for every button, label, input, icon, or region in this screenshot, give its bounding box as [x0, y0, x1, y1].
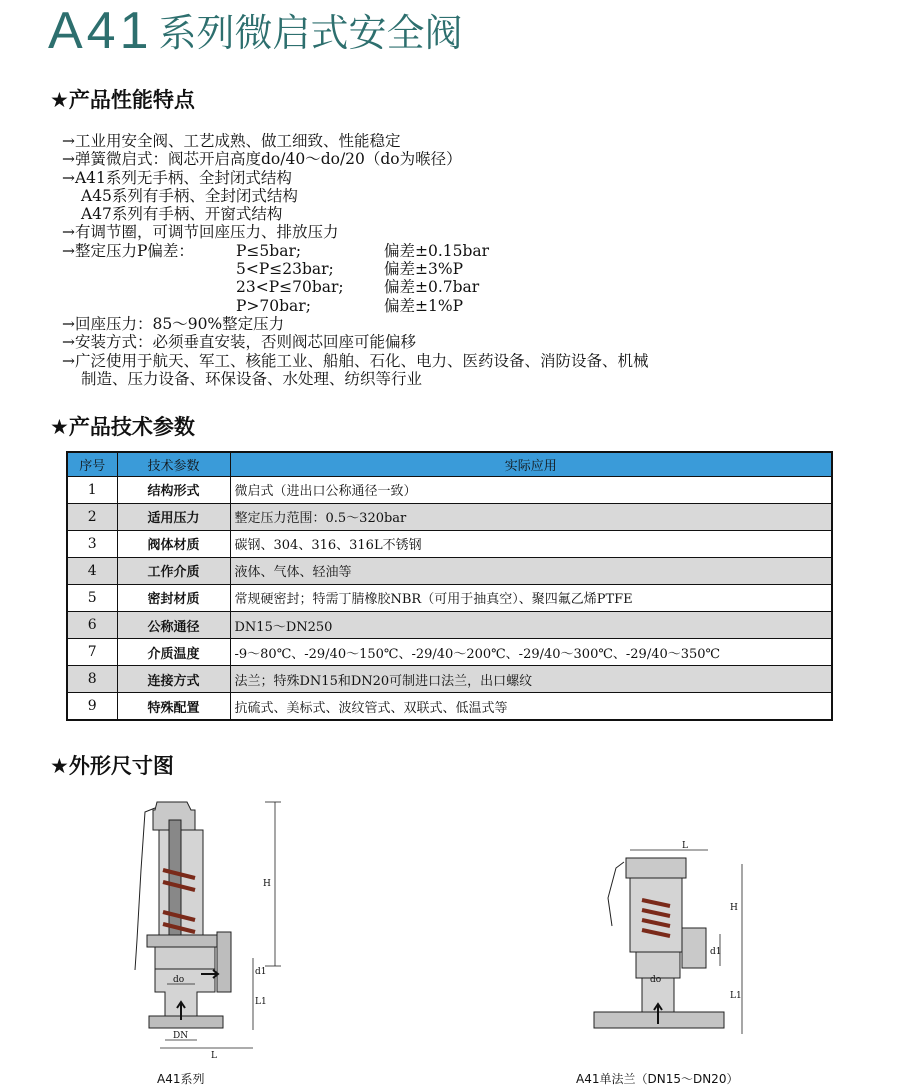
- header-app: 实际应用: [230, 452, 832, 476]
- row-no: 1: [67, 476, 117, 503]
- feature-line: →弹簧微启式：阀芯开启高度do/40～do/20（do为喉径）: [62, 150, 462, 169]
- dim-label-do: do: [173, 975, 185, 985]
- table-row: [67, 476, 832, 503]
- row-no: 4: [67, 557, 117, 584]
- feature-line: →A41系列无手柄、全封闭式结构: [62, 168, 292, 187]
- title-model: A41: [48, 2, 153, 60]
- row-no: 6: [67, 611, 117, 638]
- row-param: 工作介质: [117, 557, 230, 584]
- row-param: 连接方式: [117, 666, 230, 693]
- deviation-row: [62, 297, 862, 315]
- valve-drawing-a41: [125, 790, 290, 1065]
- table-row: [67, 611, 832, 638]
- feature-line: →安装方式：必须垂直安装，否则阀芯回座可能偏移: [62, 333, 416, 352]
- table-header-row: [67, 452, 832, 476]
- drawing-caption-left: A41系列: [157, 1072, 205, 1086]
- row-app: 微启式（进出口公称通径一致）: [230, 476, 832, 503]
- dim-label-d1: d1: [255, 967, 267, 977]
- feature-line: A45系列有手柄、全封闭式结构: [81, 186, 298, 205]
- dim-label-L: L: [211, 1051, 217, 1061]
- deviation-value: 偏差±0.7bar: [384, 278, 480, 297]
- header-param: 技术参数: [117, 452, 230, 476]
- dim-label-H: H: [263, 879, 271, 889]
- row-no: 9: [67, 693, 117, 720]
- feature-line: A47系列有手柄、开窗式结构: [81, 205, 283, 224]
- deviation-value: 偏差±3%P: [384, 260, 464, 279]
- header-no: 序号: [67, 452, 117, 476]
- row-no: 5: [67, 584, 117, 611]
- dim-label-d1: d1: [710, 947, 722, 957]
- table-row: [67, 584, 832, 611]
- feature-list: [62, 132, 862, 388]
- deviation-row: [62, 260, 862, 278]
- page-title: [48, 2, 463, 60]
- row-app: 液体、气体、轻油等: [230, 557, 832, 584]
- deviation-range: P≤5bar;: [236, 241, 302, 260]
- row-app: 抗硫式、美标式、波纹管式、双联式、低温式等: [230, 693, 832, 720]
- dim-label-do: do: [650, 975, 662, 985]
- deviation-row: [62, 242, 862, 260]
- row-no: 8: [67, 666, 117, 693]
- row-app: 法兰；特殊DN15和DN20可制进口法兰，出口螺纹: [230, 666, 832, 693]
- deviation-range: 23<P≤70bar;: [236, 278, 344, 297]
- valve-drawing-single-flange: [580, 838, 750, 1048]
- section-heading-drawing: ★外形尺寸图: [50, 754, 174, 778]
- dim-label-L: L: [682, 841, 688, 851]
- drawing-caption-right: A41单法兰（DN15～DN20）: [576, 1072, 739, 1086]
- row-param: 适用压力: [117, 503, 230, 530]
- row-param: 密封材质: [117, 584, 230, 611]
- deviation-value: 偏差±1%P: [384, 296, 464, 315]
- row-app: 碳钢、304、316、316L不锈钢: [230, 530, 832, 557]
- feature-line: 制造、压力设备、环保设备、水处理、纺织等行业: [81, 369, 423, 388]
- dim-label-DN: DN: [173, 1031, 189, 1041]
- section-heading-features: ★产品性能特点: [50, 88, 195, 112]
- feature-line: →有调节圈，可调节回座压力、排放压力: [62, 223, 339, 242]
- row-param: 特殊配置: [117, 693, 230, 720]
- row-param: 结构形式: [117, 476, 230, 503]
- row-param: 公称通径: [117, 611, 230, 638]
- table-row: [67, 557, 832, 584]
- row-param: 阀体材质: [117, 530, 230, 557]
- table-row: [67, 639, 832, 666]
- dim-label-L1: L1: [255, 997, 267, 1007]
- table-row: [67, 503, 832, 530]
- feature-line: →回座压力：85～90%整定压力: [62, 314, 285, 333]
- section-heading-params: ★产品技术参数: [50, 415, 195, 439]
- row-app: 常规硬密封；特需丁腈橡胶NBR（可用于抽真空）、聚四氟乙烯PTFE: [230, 584, 832, 611]
- row-app: DN15～DN250: [230, 611, 832, 638]
- table-row: [67, 530, 832, 557]
- deviation-value: 偏差±0.15bar: [384, 241, 490, 260]
- title-name: 系列微启式安全阀: [158, 11, 463, 55]
- row-no: 3: [67, 530, 117, 557]
- table-row: [67, 693, 832, 720]
- deviation-row: [62, 278, 862, 296]
- deviation-range: P>70bar;: [236, 296, 311, 315]
- deviation-label: →整定压力P偏差：: [62, 241, 194, 260]
- dim-label-H: H: [730, 903, 738, 913]
- feature-line: →工业用安全阀、工艺成熟、做工细致、性能稳定: [62, 132, 401, 150]
- feature-line: →广泛使用于航天、军工、核能工业、船舶、石化、电力、医药设备、消防设备、机械: [62, 351, 649, 370]
- row-app: -9～80℃、-29/40～150℃、-29/40～200℃、-29/40～300℃、-29/40～350℃: [230, 639, 832, 666]
- deviation-range: 5<P≤23bar;: [236, 260, 334, 279]
- row-no: 7: [67, 639, 117, 666]
- params-table: [66, 451, 833, 721]
- row-no: 2: [67, 503, 117, 530]
- dim-label-L1: L1: [730, 991, 742, 1001]
- row-app: 整定压力范围：0.5～320bar: [230, 503, 832, 530]
- table-row: [67, 666, 832, 693]
- row-param: 介质温度: [117, 639, 230, 666]
